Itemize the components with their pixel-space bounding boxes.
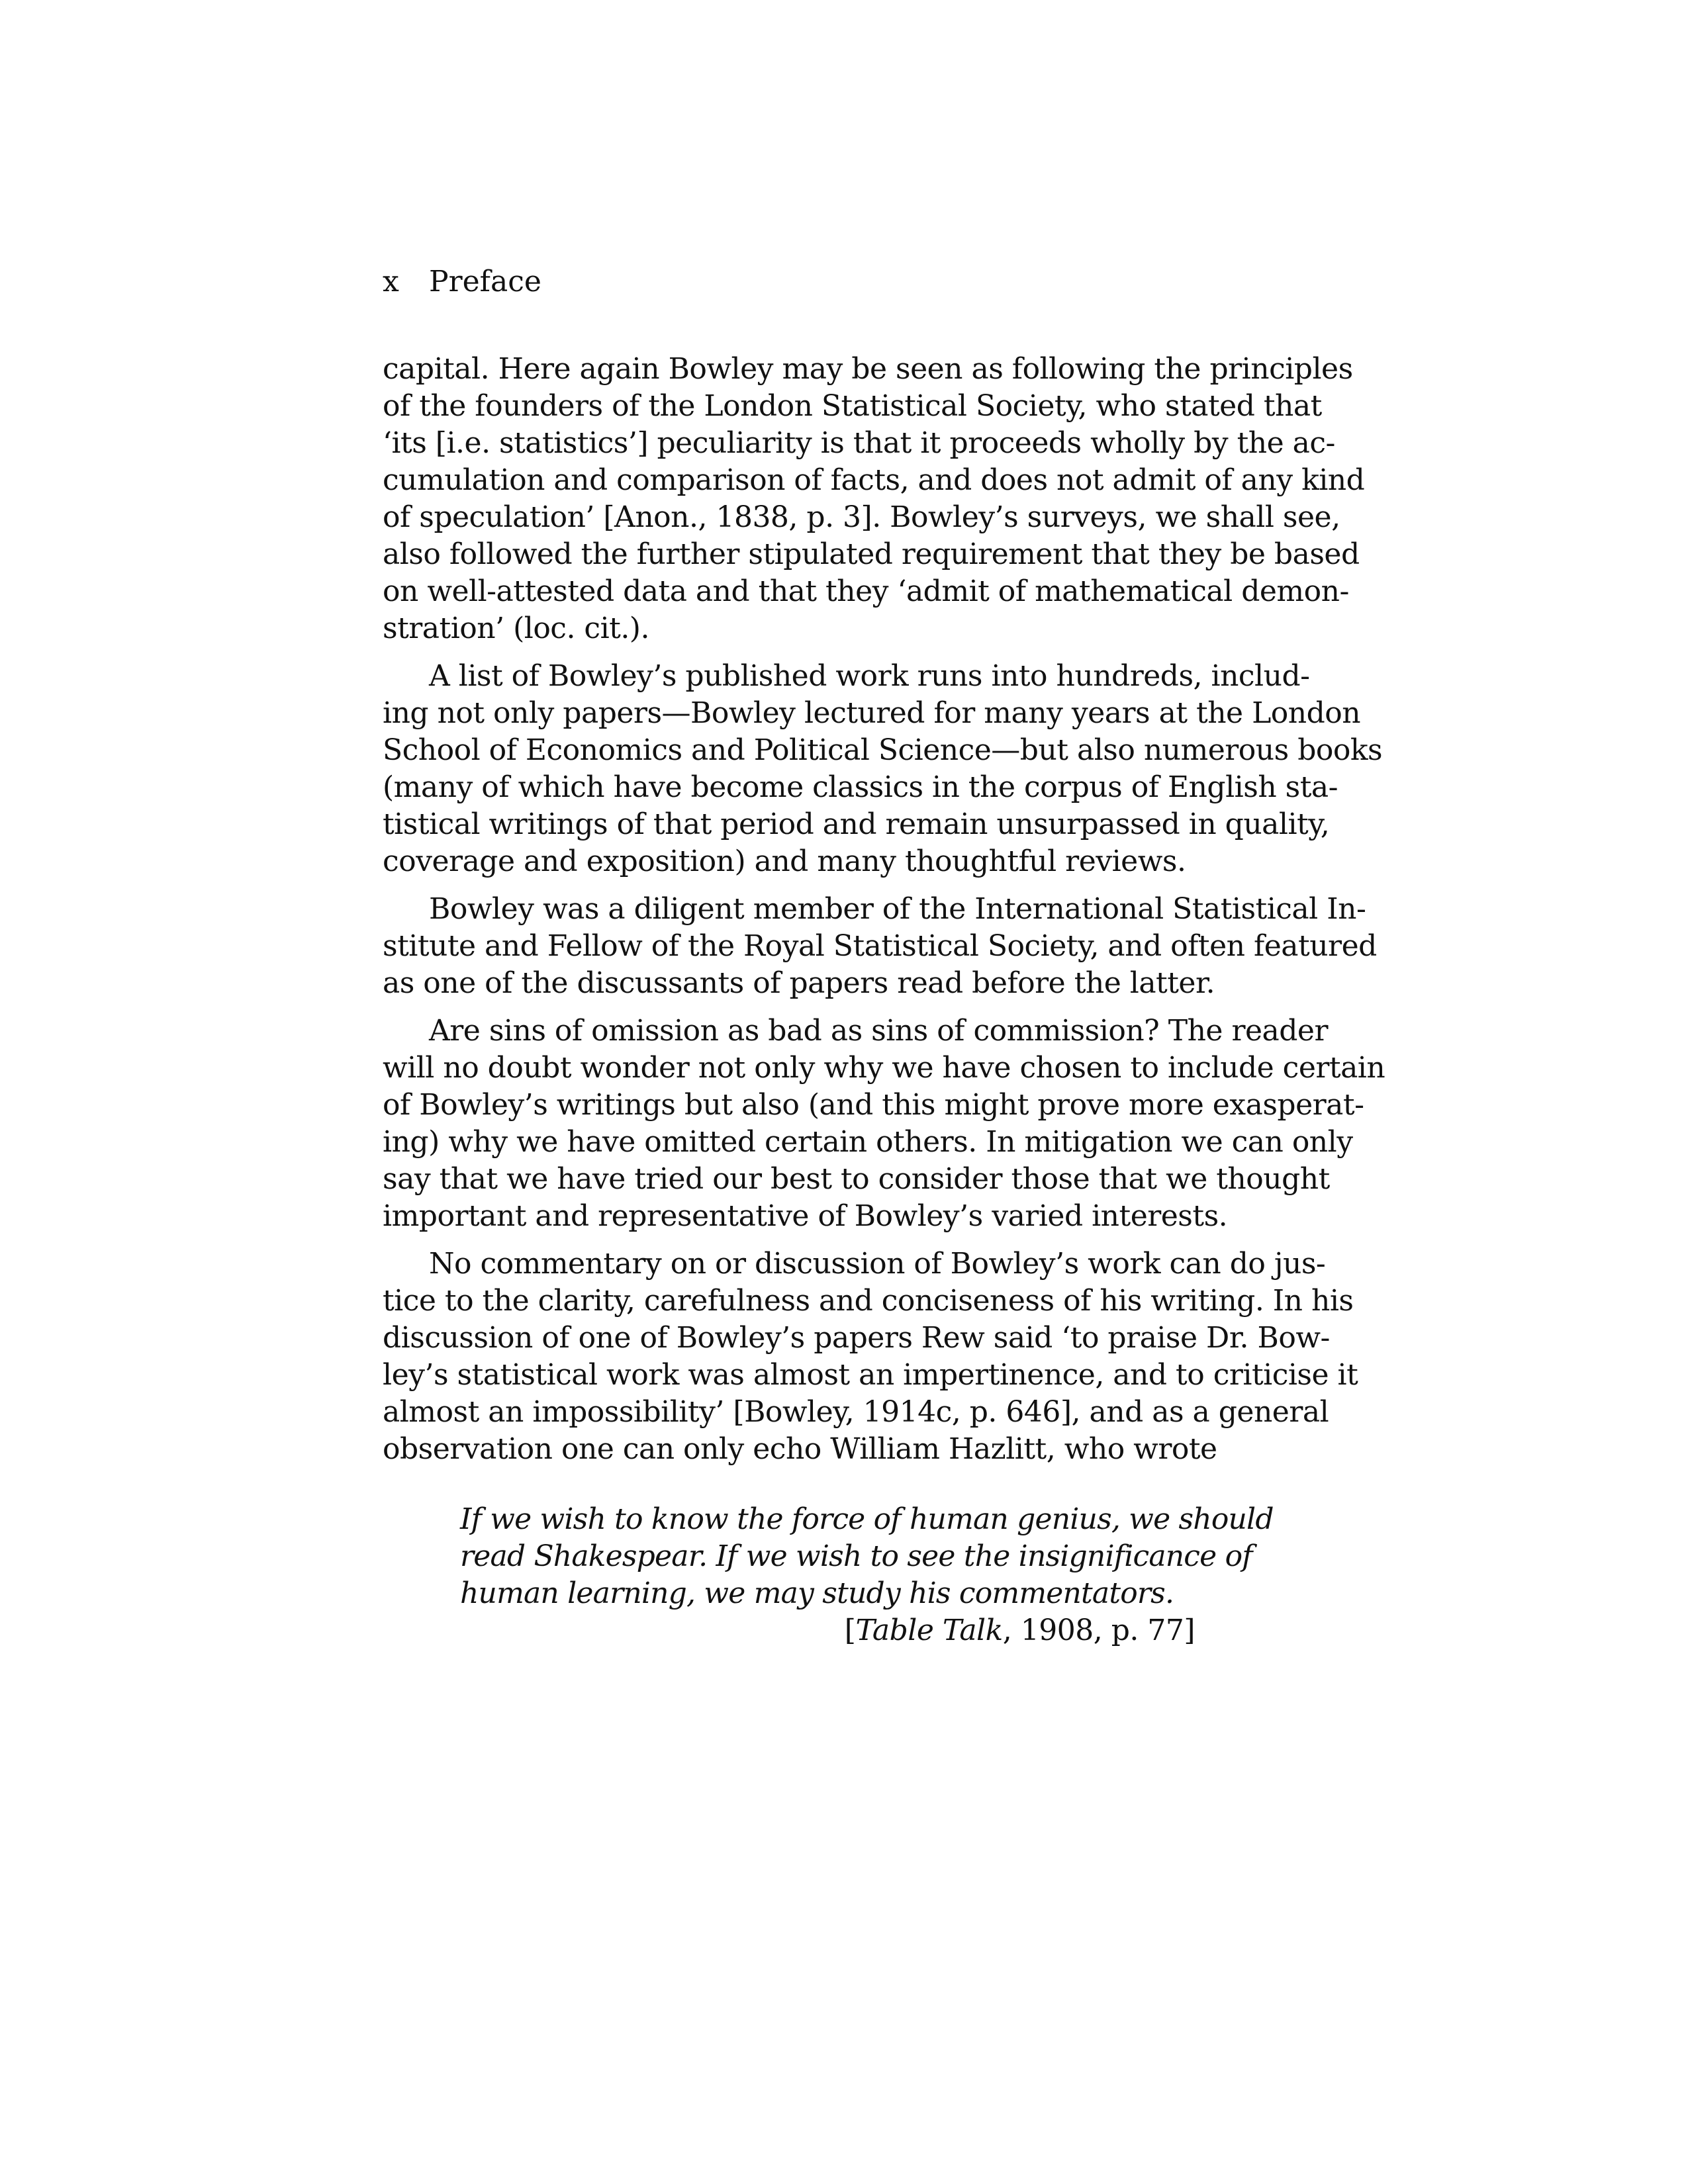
text-line: ing) why we have omitted certain others. In mitigation we can only bbox=[383, 1125, 1353, 1159]
quote-line: human learning, we may study his commentators. bbox=[460, 1576, 1174, 1610]
paragraph bbox=[383, 1013, 1385, 1235]
text-line: (many of which have become classics in the corpus of English sta- bbox=[383, 770, 1338, 804]
text-line: No commentary on or discussion of Bowley’s work can do jus- bbox=[429, 1247, 1326, 1281]
paragraph-spacer bbox=[383, 1002, 1273, 1013]
citation-open-bracket: [ bbox=[844, 1614, 856, 1647]
text-line: say that we have tried our best to consider those that we thought bbox=[383, 1162, 1330, 1196]
text-line: ing not only papers—Bowley lectured for many years at the London bbox=[383, 696, 1361, 730]
text-line: Bowley was a diligent member of the International Statistical In- bbox=[429, 892, 1366, 926]
text-line: of the founders of the London Statistical Society, who stated that bbox=[383, 389, 1322, 423]
text-line: discussion of one of Bowley’s papers Rew said ‘to praise Dr. Bow- bbox=[383, 1321, 1330, 1355]
paragraph bbox=[383, 1246, 1358, 1468]
text-line: almost an impossibility’ [Bowley, 1914c, p. 646], and as a general bbox=[383, 1395, 1329, 1429]
citation-details: , 1908, p. 77] bbox=[1002, 1614, 1195, 1647]
paragraph-spacer bbox=[383, 880, 1273, 891]
quote-citation bbox=[460, 1612, 1195, 1649]
page-number: x bbox=[383, 265, 399, 298]
text-line: capital. Here again Bowley may be seen as following the principles bbox=[383, 352, 1353, 386]
running-title: Preface bbox=[429, 265, 541, 298]
paragraph bbox=[383, 891, 1377, 1002]
paragraph-spacer bbox=[383, 1235, 1273, 1246]
text-line: Are sins of omission as bad as sins of commission? The reader bbox=[429, 1014, 1328, 1048]
quote-line: If we wish to know the force of human genius, we should bbox=[460, 1502, 1274, 1536]
text-line: coverage and exposition) and many thoughtful reviews. bbox=[383, 844, 1186, 878]
text-line: as one of the discussants of papers read before the latter. bbox=[383, 966, 1215, 1000]
text-line: of speculation’ [Anon., 1838, p. 3]. Bowley’s surveys, we shall see, bbox=[383, 500, 1340, 534]
running-head bbox=[383, 263, 541, 300]
body-text bbox=[383, 351, 1385, 1649]
text-line: tice to the clarity, carefulness and conciseness of his writing. In his bbox=[383, 1284, 1354, 1318]
text-line: on well-attested data and that they ‘admit of mathematical demon- bbox=[383, 574, 1349, 608]
text-line: will no doubt wonder not only why we have chosen to include certain bbox=[383, 1051, 1385, 1085]
text-line: ‘its [i.e. statistics’] peculiarity is that it proceeds wholly by the ac- bbox=[383, 426, 1335, 460]
quote-line: read Shakespear. If we wish to see the insignificance of bbox=[460, 1539, 1252, 1573]
text-line: stration’ (loc. cit.). bbox=[383, 612, 649, 645]
text-line: important and representative of Bowley’s varied interests. bbox=[383, 1199, 1228, 1233]
text-line: ley’s statistical work was almost an impertinence, and to criticise it bbox=[383, 1358, 1358, 1392]
paragraph-spacer bbox=[383, 647, 1273, 658]
text-line: of Bowley’s writings but also (and this might prove more exasperat- bbox=[383, 1088, 1364, 1122]
text-line: A list of Bowley’s published work runs into hundreds, includ- bbox=[429, 659, 1310, 693]
text-line: observation one can only echo William Hazlitt, who wrote bbox=[383, 1432, 1217, 1466]
quote-spacer bbox=[383, 1468, 1273, 1501]
text-line: cumulation and comparison of facts, and does not admit of any kind bbox=[383, 463, 1365, 497]
text-line: School of Economics and Political Science—but also numerous books bbox=[383, 733, 1383, 767]
block-quote bbox=[460, 1501, 1274, 1612]
paragraph bbox=[383, 658, 1383, 880]
text-line: stitute and Fellow of the Royal Statistical Society, and often featured bbox=[383, 929, 1377, 963]
citation-title: Table Talk bbox=[855, 1614, 1003, 1647]
paragraph bbox=[383, 351, 1365, 647]
text-line: tistical writings of that period and remain unsurpassed in quality, bbox=[383, 807, 1330, 841]
text-line: also followed the further stipulated requirement that they be based bbox=[383, 537, 1360, 571]
